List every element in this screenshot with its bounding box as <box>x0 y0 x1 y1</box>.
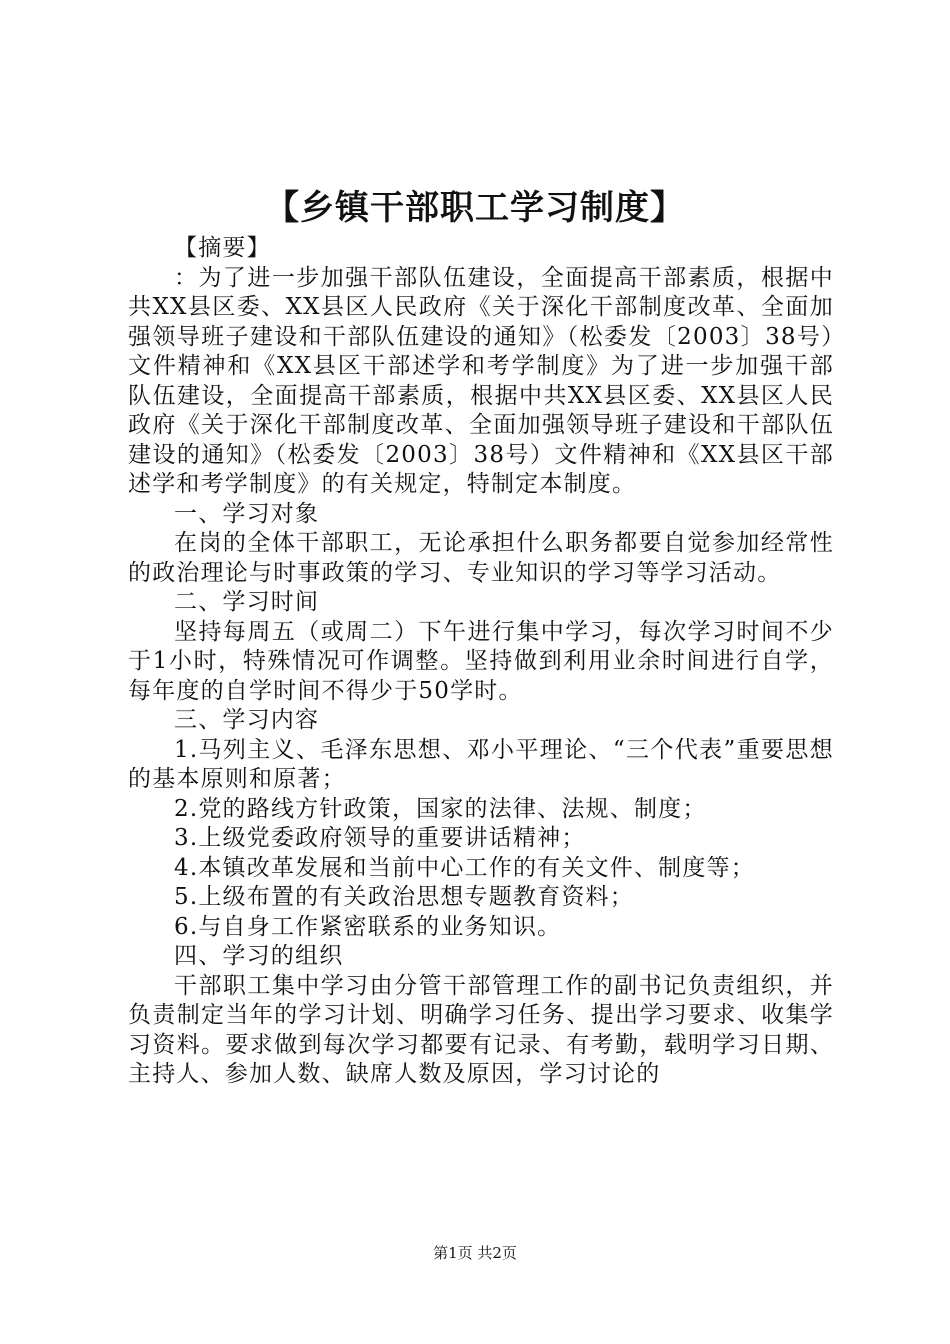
paragraph-study-target: 在岗的全体干部职工，无论承担什么职务都要自觉参加经常性的政治理论与时事政策的学习、专业知识的学习等学习活动。 <box>128 530 834 586</box>
list-item-content-3: 3.上级党委政府领导的重要讲话精神； <box>174 825 586 851</box>
section-heading-3: 三、学习内容 <box>174 707 320 733</box>
document-body <box>128 234 834 1090</box>
list-item-content-2: 2.党的路线方针政策，国家的法律、法规、制度； <box>174 795 707 822</box>
paragraph-study-time: 坚持每周五（或周二）下午进行集中学习，每次学习时间不少于1小时，特殊情况可作调整。坚持做到利用业余时间进行自学，每年度的自学时间不得少于50学时。 <box>128 618 834 704</box>
paragraph-abstract: ：为了进一步加强干部队伍建设，全面提高干部素质，根据中共XX县区委、XX县区人民政府《关于深化干部制度改革、全面加强领导班子建设和干部队伍建设的通知》（松委发〔2003〕38号）文件精神和《XX县区干部述学和考学制度》为了进一步加强干部队伍建设，全面提高干部素质，根据中共XX县区委、XX县区人民政府《关于深化干部制度改革、全面加强领导班子建设和干部队伍建设的通知》（松委发〔2003〕38号）文件精神和《XX县区干部述学和考学制度》的有关规定，特制定本制度。 <box>128 264 834 497</box>
section-heading-1: 一、学习对象 <box>174 500 320 527</box>
list-item-content-4: 4.本镇改革发展和当前中心工作的有关文件、制度等； <box>174 854 755 881</box>
section-heading-4: 四、学习的组织 <box>174 943 344 969</box>
list-item-content-6: 6.与自身工作紧密联系的业务知识。 <box>174 913 562 940</box>
document-title: 【乡镇干部职工学习制度】 <box>265 188 685 228</box>
paragraph-abstract-label: 【摘要】 <box>174 235 271 261</box>
paragraph-study-organization: 干部职工集中学习由分管干部管理工作的副书记负责组织，并负责制定当年的学习计划、明确学习任务、提出学习要求、收集学习资料。要求做到每次学习都要有记录、有考勤，载明学习日期、主持人、参加人数、缺席人数及原因，学习讨论的 <box>128 972 834 1087</box>
section-heading-2: 二、学习时间 <box>174 589 320 615</box>
list-item-content-5: 5.上级布置的有关政治思想专题教育资料； <box>174 884 634 910</box>
page-footer: 第1页 共2页 <box>433 1244 517 1262</box>
list-item-content-1: 1.马列主义、毛泽东思想、邓小平理论、“三个代表”重要思想的基本原则和原著； <box>128 736 834 792</box>
